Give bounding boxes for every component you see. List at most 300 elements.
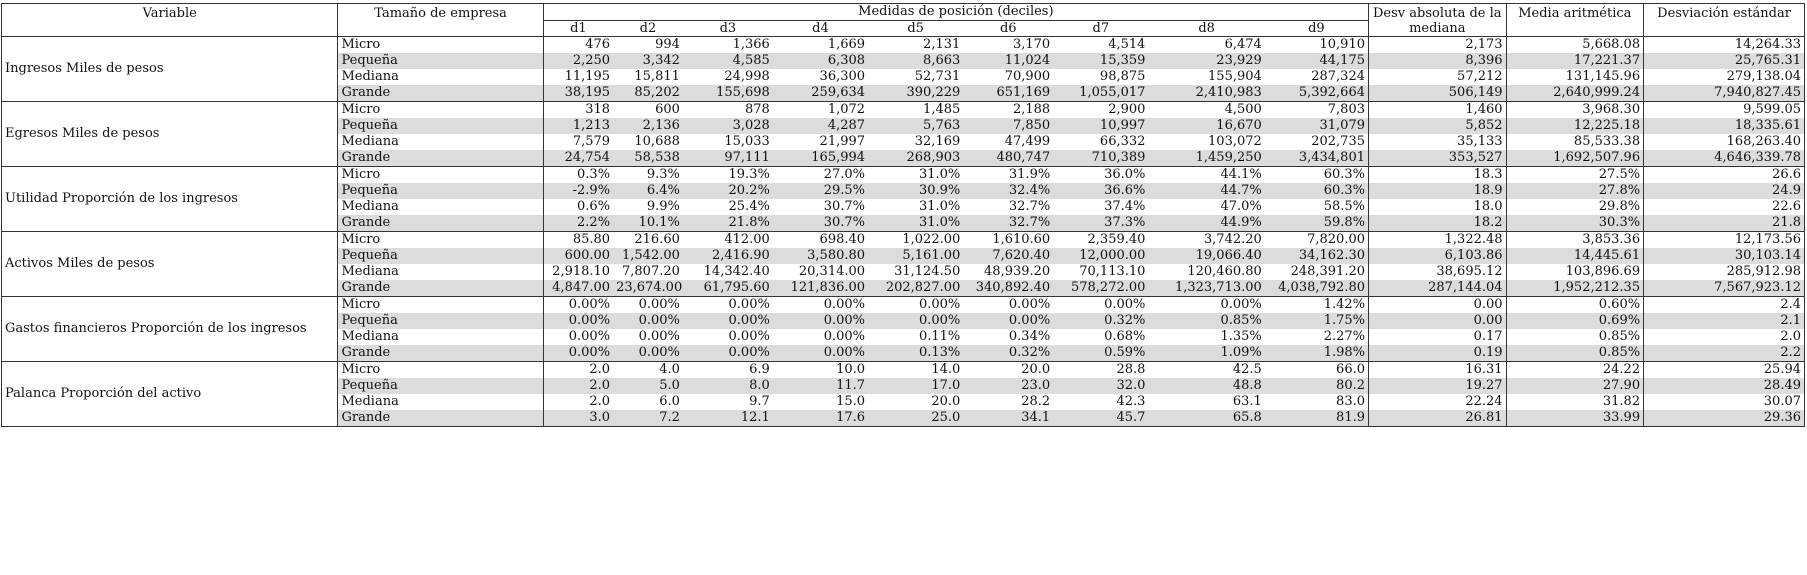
decile-value: 27.0% [823, 167, 866, 182]
mean-value: 0.60% [1506, 297, 1644, 314]
mad-value: 1,460 [1369, 102, 1507, 119]
mean-value: 131,145.96 [1506, 69, 1644, 85]
mad-value: 18.3 [1369, 167, 1507, 184]
mad-value: 18.9 [1369, 183, 1507, 199]
company-size: Pequeña [338, 248, 543, 264]
decile-value: 1.09% [1148, 345, 1264, 362]
decile-value: 3,342 [613, 53, 683, 69]
decile-value: 25.0 [868, 410, 963, 427]
decile-value: 216.60 [634, 232, 680, 247]
header-decile: d4 [773, 20, 868, 37]
company-size: Grande [338, 410, 543, 427]
decile-value: 2,900 [1108, 102, 1146, 117]
company-size: Grande [338, 215, 543, 232]
decile-value: 878 [745, 102, 770, 117]
decile-value: 165,994 [773, 150, 868, 167]
decile-value: 0.00% [773, 313, 868, 329]
decile-value: 21.8% [683, 215, 773, 232]
company-size: Mediana [338, 264, 543, 280]
sd-value: 25.94 [1644, 362, 1805, 379]
decile-value: 42.3 [1116, 394, 1146, 409]
decile-value: 3,170 [1012, 37, 1051, 52]
decile-value: 4,585 [683, 53, 773, 69]
decile-value: 7,803 [1327, 102, 1365, 117]
decile-value: 4,038,792.80 [1265, 280, 1369, 297]
decile-value: 0.11% [918, 329, 961, 344]
decile-value: 66,332 [1099, 134, 1146, 149]
decile-value: 4,287 [773, 118, 868, 134]
decile-value: 1,022.00 [902, 232, 961, 247]
mean-value: 0.85% [1506, 329, 1644, 345]
decile-value: 42.5 [1232, 362, 1262, 377]
decile-value: 0.59% [1053, 345, 1148, 362]
decile-value: 23.0 [963, 378, 1053, 394]
decile-value: 155,904 [1208, 69, 1262, 84]
decile-value: 20.0 [931, 394, 961, 409]
header-variable: Variable [2, 4, 338, 37]
mad-value: 0.17 [1369, 329, 1507, 345]
decile-value: 103,072 [1208, 134, 1262, 149]
decile-value: 5.0 [613, 378, 683, 394]
decile-value: 5,161.00 [868, 248, 963, 264]
table-row [2, 297, 1805, 314]
decile-value: 0.00% [568, 297, 611, 312]
decile-value: 31.0% [918, 167, 961, 182]
decile-value: 0.00% [543, 345, 613, 362]
sd-value: 2.4 [1644, 297, 1805, 314]
decile-value: 83.0 [1336, 394, 1365, 409]
decile-value: 23,929 [1148, 53, 1264, 69]
company-size: Micro [338, 232, 543, 249]
company-size: Grande [338, 85, 543, 102]
decile-value: 8.0 [683, 378, 773, 394]
decile-value: 63.1 [1232, 394, 1262, 409]
mad-value: 26.81 [1369, 410, 1507, 427]
mean-value: 3,968.30 [1506, 102, 1644, 119]
decile-value: 36,300 [819, 69, 866, 84]
company-size: Micro [338, 362, 543, 379]
decile-value: 10.0 [836, 362, 866, 377]
decile-value: 0.00% [1104, 297, 1146, 312]
decile-value: 12.1 [683, 410, 773, 427]
mad-value: 22.24 [1369, 394, 1507, 410]
table-row [2, 102, 1805, 119]
decile-value: 14,342.40 [703, 264, 770, 279]
decile-value: 9.7 [749, 394, 770, 409]
decile-value: 44.7% [1148, 183, 1264, 199]
decile-value: 6,308 [773, 53, 868, 69]
decile-value: 0.00% [638, 329, 680, 344]
sd-value: 25,765.31 [1644, 53, 1805, 69]
decile-value: 60.3% [1323, 167, 1365, 182]
mad-value: 8,396 [1369, 53, 1507, 69]
mad-value: 287,144.04 [1369, 280, 1507, 297]
decile-value: 44,175 [1265, 53, 1369, 69]
decile-value: 45.7 [1053, 410, 1148, 427]
decile-value: 1,669 [827, 37, 866, 52]
sd-value: 4,646,339.78 [1644, 150, 1805, 167]
decile-value: 10,910 [1319, 37, 1365, 52]
table-row [2, 362, 1805, 379]
decile-value: 120,460.80 [1187, 264, 1262, 279]
header-decile: d7 [1053, 20, 1148, 37]
decile-value: 480,747 [963, 150, 1053, 167]
decile-value: 61,795.60 [683, 280, 773, 297]
decile-value: 10,688 [634, 134, 680, 149]
mad-value: 19.27 [1369, 378, 1507, 394]
decile-value: 6.9 [749, 362, 770, 377]
decile-value: 30.7% [773, 215, 868, 232]
decile-value: 16,670 [1148, 118, 1264, 134]
decile-value: 0.3% [577, 167, 611, 182]
decile-value: 32.7% [1008, 199, 1051, 214]
decile-value: 0.00% [728, 297, 770, 312]
decile-value: 1.35% [1220, 329, 1262, 344]
table-header [2, 4, 1805, 37]
sd-value: 22.6 [1644, 199, 1805, 215]
decile-value: 287,324 [1311, 69, 1365, 84]
mad-value: 38,695.12 [1369, 264, 1507, 280]
decile-value: 70,113.10 [1079, 264, 1146, 279]
decile-value: 710,389 [1053, 150, 1148, 167]
mean-value: 17,221.37 [1506, 53, 1644, 69]
decile-value: 248,391.20 [1290, 264, 1365, 279]
decile-value: 2,188 [1012, 102, 1051, 117]
decile-value: 202,735 [1311, 134, 1365, 149]
decile-value: 1,459,250 [1148, 150, 1264, 167]
company-size: Grande [338, 280, 543, 297]
decile-value: 47.0% [1220, 199, 1262, 214]
decile-value: 36.0% [1104, 167, 1146, 182]
decile-value: 0.00% [728, 329, 770, 344]
mad-value: 0.00 [1369, 313, 1507, 329]
decile-value: 4,847.00 [543, 280, 613, 297]
decile-value: 0.6% [577, 199, 611, 214]
decile-value: 0.00% [918, 297, 961, 312]
decile-value: 10,997 [1053, 118, 1148, 134]
decile-value: 5,392,664 [1265, 85, 1369, 102]
decile-value: 25.4% [728, 199, 770, 214]
decile-value: 31.9% [1008, 167, 1051, 182]
mean-value: 24.22 [1506, 362, 1644, 379]
decile-value: 202,827.00 [868, 280, 963, 297]
sd-value: 29.36 [1644, 410, 1805, 427]
decile-value: 7,579 [572, 134, 611, 149]
mad-value: 506,149 [1369, 85, 1507, 102]
company-size: Grande [338, 345, 543, 362]
header-size: Tamaño de empresa [338, 4, 543, 37]
decile-value: 2,918.10 [552, 264, 611, 279]
decile-value: 48.8 [1148, 378, 1264, 394]
sd-value: 24.9 [1644, 183, 1805, 199]
sd-value: 279,138.04 [1644, 69, 1805, 85]
mean-value: 0.69% [1506, 313, 1644, 329]
sd-value: 285,912.98 [1644, 264, 1805, 280]
decile-value: 7.2 [613, 410, 683, 427]
decile-value: 9.9% [646, 199, 680, 214]
decile-value: 44.9% [1148, 215, 1264, 232]
decile-value: 340,892.40 [963, 280, 1053, 297]
table-body [2, 37, 1805, 427]
decile-value: 3.0 [543, 410, 613, 427]
decile-value: 0.00% [963, 313, 1053, 329]
decile-value: 7,807.20 [622, 264, 680, 279]
sd-value: 14,264.33 [1644, 37, 1805, 54]
decile-value: 259,634 [773, 85, 868, 102]
statistics-table [1, 3, 1805, 427]
company-size: Pequeña [338, 118, 543, 134]
decile-value: 28.2 [1021, 394, 1051, 409]
mean-value: 2,640,999.24 [1506, 85, 1644, 102]
decile-value: 3,028 [683, 118, 773, 134]
decile-value: 7,850 [963, 118, 1053, 134]
header-decile: d5 [868, 20, 963, 37]
decile-value: 3,742.20 [1203, 232, 1262, 247]
decile-value: 7,620.40 [963, 248, 1053, 264]
mad-value: 2,173 [1369, 37, 1507, 54]
mean-value: 27.5% [1506, 167, 1644, 184]
decile-value: 14.0 [931, 362, 961, 377]
company-size: Micro [338, 102, 543, 119]
decile-value: 268,903 [868, 150, 963, 167]
decile-value: 32.0 [1053, 378, 1148, 394]
company-size: Pequeña [338, 313, 543, 329]
decile-value: 1.75% [1265, 313, 1369, 329]
decile-value: 20.2% [683, 183, 773, 199]
decile-value: 34.1 [963, 410, 1053, 427]
decile-value: 30.9% [868, 183, 963, 199]
mad-value: 1,322.48 [1369, 232, 1507, 249]
decile-value: 0.13% [868, 345, 963, 362]
decile-value: 44.1% [1220, 167, 1262, 182]
company-size: Mediana [338, 134, 543, 150]
sd-value: 30,103.14 [1644, 248, 1805, 264]
decile-value: 6,474 [1224, 37, 1262, 52]
decile-value: 32.7% [963, 215, 1053, 232]
decile-value: 31,079 [1265, 118, 1369, 134]
decile-value: 4,500 [1224, 102, 1262, 117]
decile-value: 994 [655, 37, 680, 52]
variable-name: Egresos Miles de pesos [2, 102, 338, 167]
decile-value: 600 [655, 102, 680, 117]
sd-value: 21.8 [1644, 215, 1805, 232]
mad-value: 35,133 [1369, 134, 1507, 150]
decile-value: 0.85% [1148, 313, 1264, 329]
decile-value: 0.00% [638, 297, 680, 312]
company-size: Pequeña [338, 183, 543, 199]
decile-value: 31,124.50 [894, 264, 961, 279]
decile-value: 70,900 [1004, 69, 1051, 84]
decile-value: 1,072 [827, 102, 866, 117]
decile-value: 20.0 [1021, 362, 1051, 377]
mean-value: 27.90 [1506, 378, 1644, 394]
decile-value: 21,997 [819, 134, 866, 149]
decile-value: 36.6% [1053, 183, 1148, 199]
decile-value: 32.4% [963, 183, 1053, 199]
decile-value: 2,416.90 [683, 248, 773, 264]
decile-value: 65.8 [1148, 410, 1264, 427]
sd-value: 2.2 [1644, 345, 1805, 362]
sd-value: 30.07 [1644, 394, 1805, 410]
sd-value: 12,173.56 [1644, 232, 1805, 249]
decile-value: 24,998 [724, 69, 770, 84]
mean-value: 30.3% [1506, 215, 1644, 232]
mean-value: 27.8% [1506, 183, 1644, 199]
decile-value: 1,610.60 [992, 232, 1051, 247]
decile-value: 0.00% [1008, 297, 1051, 312]
sd-value: 18,335.61 [1644, 118, 1805, 134]
table-row [2, 232, 1805, 249]
company-size: Pequeña [338, 378, 543, 394]
sd-value: 9,599.05 [1644, 102, 1805, 119]
decile-value: 98,875 [1099, 69, 1146, 84]
decile-value: 15,359 [1053, 53, 1148, 69]
decile-value: 0.00% [543, 313, 613, 329]
mean-value: 0.85% [1506, 345, 1644, 362]
header-decile: d2 [613, 20, 683, 37]
decile-value: 59.8% [1265, 215, 1369, 232]
decile-value: 52,731 [914, 69, 961, 84]
decile-value: 1.98% [1265, 345, 1369, 362]
company-size: Micro [338, 37, 543, 54]
mad-value: 57,212 [1369, 69, 1507, 85]
decile-value: 2,410,983 [1148, 85, 1264, 102]
decile-value: 2.0 [589, 362, 611, 377]
decile-value: 600.00 [543, 248, 613, 264]
company-size: Mediana [338, 69, 543, 85]
header-mad: Desv absoluta de la mediana [1369, 4, 1507, 37]
mean-value: 85,533.38 [1506, 134, 1644, 150]
decile-value: 1,213 [543, 118, 613, 134]
sd-value: 28.49 [1644, 378, 1805, 394]
decile-value: 15,033 [724, 134, 770, 149]
decile-value: 0.32% [1053, 313, 1148, 329]
decile-value: 38,195 [543, 85, 613, 102]
mad-value: 0.00 [1369, 297, 1507, 314]
header-decile: d1 [543, 20, 613, 37]
decile-value: 155,698 [683, 85, 773, 102]
decile-value: 58.5% [1323, 199, 1365, 214]
decile-value: 30.7% [823, 199, 866, 214]
decile-value: 4,514 [1108, 37, 1146, 52]
decile-value: 58,538 [613, 150, 683, 167]
decile-value: 81.9 [1265, 410, 1369, 427]
decile-value: 412.00 [724, 232, 770, 247]
mad-value: 5,852 [1369, 118, 1507, 134]
mean-value: 1,692,507.96 [1506, 150, 1644, 167]
decile-value: 5,763 [868, 118, 963, 134]
decile-value: 85,202 [613, 85, 683, 102]
mean-value: 14,445.61 [1506, 248, 1644, 264]
mean-value: 31.82 [1506, 394, 1644, 410]
mad-value: 18.0 [1369, 199, 1507, 215]
decile-value: 2,250 [543, 53, 613, 69]
mad-value: 6,103.86 [1369, 248, 1507, 264]
decile-value: 1,542.00 [613, 248, 683, 264]
decile-value: 23,674.00 [613, 280, 683, 297]
decile-value: 0.00% [823, 329, 866, 344]
mean-value: 1,952,212.35 [1506, 280, 1644, 297]
decile-value: 12,000.00 [1053, 248, 1148, 264]
decile-value: 2.0 [543, 378, 613, 394]
decile-value: 0.34% [1008, 329, 1051, 344]
company-size: Mediana [338, 394, 543, 410]
decile-value: 0.00% [1220, 297, 1262, 312]
decile-value: 0.68% [1104, 329, 1146, 344]
sd-value: 7,567,923.12 [1644, 280, 1805, 297]
decile-value: 97,111 [683, 150, 773, 167]
decile-value: 9.3% [646, 167, 680, 182]
decile-value: 121,836.00 [773, 280, 868, 297]
decile-value: 11.7 [773, 378, 868, 394]
decile-value: 0.00% [613, 345, 683, 362]
decile-value: 1.42% [1323, 297, 1365, 312]
decile-value: 0.00% [823, 297, 866, 312]
mean-value: 5,668.08 [1506, 37, 1644, 54]
decile-value: 2,131 [923, 37, 961, 52]
mad-value: 18.2 [1369, 215, 1507, 232]
decile-value: 2.27% [1323, 329, 1365, 344]
mean-value: 103,896.69 [1506, 264, 1644, 280]
sd-value: 2.0 [1644, 329, 1805, 345]
decile-value: 28.8 [1116, 362, 1146, 377]
decile-value: 11,024 [963, 53, 1053, 69]
sd-value: 26.6 [1644, 167, 1805, 184]
decile-value: 17.6 [773, 410, 868, 427]
decile-value: 390,229 [868, 85, 963, 102]
mad-value: 353,527 [1369, 150, 1507, 167]
decile-value: 1,323,713.00 [1148, 280, 1264, 297]
decile-value: 651,169 [963, 85, 1053, 102]
mad-value: 0.19 [1369, 345, 1507, 362]
decile-value: 578,272.00 [1053, 280, 1148, 297]
decile-value: 0.32% [963, 345, 1053, 362]
decile-value: 47,499 [1004, 134, 1051, 149]
variable-name: Palanca Proporción del activo [2, 362, 338, 427]
variable-name: Gastos financieros Proporción de los ingresos [2, 297, 338, 362]
decile-value: 34,162.30 [1265, 248, 1369, 264]
decile-value: 1,055,017 [1053, 85, 1148, 102]
decile-value: 31.0% [918, 199, 961, 214]
decile-value: 476 [585, 37, 611, 52]
decile-value: -2.9% [543, 183, 613, 199]
decile-value: 19.3% [728, 167, 770, 182]
decile-value: 15,811 [634, 69, 680, 84]
variable-name: Activos Miles de pesos [2, 232, 338, 297]
header-decile: d6 [963, 20, 1053, 37]
decile-value: 37.4% [1104, 199, 1146, 214]
sd-value: 2.1 [1644, 313, 1805, 329]
decile-value: 698.40 [819, 232, 866, 247]
company-size: Micro [338, 167, 543, 184]
decile-value: 66.0 [1336, 362, 1365, 377]
decile-value: 1,485 [923, 102, 961, 117]
decile-value: 19,066.40 [1148, 248, 1264, 264]
header-deciles-title: Medidas de posición (deciles) [543, 4, 1368, 21]
decile-value: 6.4% [613, 183, 683, 199]
decile-value: 31.0% [868, 215, 963, 232]
company-size: Mediana [338, 199, 543, 215]
sd-value: 168,263.40 [1644, 134, 1805, 150]
decile-value: 0.00% [868, 313, 963, 329]
decile-value: 6.0 [659, 394, 680, 409]
variable-name: Utilidad Proporción de los ingresos [2, 167, 338, 232]
decile-value: 17.0 [868, 378, 963, 394]
company-size: Grande [338, 150, 543, 167]
decile-value: 3,580.80 [773, 248, 868, 264]
decile-value: 0.00% [683, 345, 773, 362]
header-decile: d9 [1265, 20, 1369, 37]
